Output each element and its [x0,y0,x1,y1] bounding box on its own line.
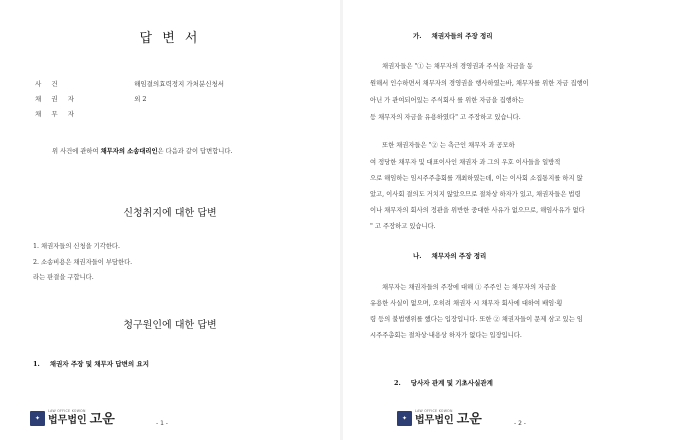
list-item-3: 라는 판결을 구합니다. [33,274,94,281]
meta-row-case [35,79,224,88]
firm-logo-accent: 고운 [89,412,115,428]
subhead-a-num: 가. [413,32,422,40]
para2-line-5: 이나 채무자의 회사의 정관을 위반한 중대한 사유가 없으므로, 해임사유가 없다 [370,207,585,214]
firm-emblem-icon: ✦ [397,411,412,426]
meta-value-case: 해임결의효력정지 가처분신청서 [134,80,225,88]
para2-line-1: 또한 채권자들은 "② 는 측근인 채무자 과 공모하 [382,142,515,149]
meta-label-debtor: 채 무 자 [35,110,78,118]
subhead-b-num: 나. [413,252,422,260]
para2-line-2: 여 정당한 채무자 및 대표이사인 채권자 과 그의 우호 이사들을 일방적 [370,159,561,166]
intro-pre: 위 사건에 관하여 [52,148,101,155]
document-title: 답 변 서 [139,31,201,46]
firm-logo-main-page2: 법무법인 [415,415,454,427]
meta-label-case: 사 건 [35,80,62,88]
para2-line-4: 았고, 이사회 결의도 거치지 않았으므로 절차상 하자가 있고, 채권자들은 법령 [370,191,581,198]
page-2 [343,0,683,440]
para3-line-2: 유용한 사실이 없으며, 오히려 채권자 시 채무자 회사에 대하여 배임·횡 [370,300,563,307]
firm-logo-small-page2: LAW OFFICE KOWON [415,408,453,413]
subhead-party-relations [394,378,493,387]
intro-post: 은 다음과 같이 답변합니다. [157,148,233,155]
page-number-2: - 2 - [514,420,526,427]
para1-line-2: 원해서 인수하면서 채무자의 경영권을 행사하였는바, 채무자를 위한 자금 집행이 [370,80,589,87]
meta-value-creditor: 외 2 [134,95,147,103]
subhead-a-text: 채권자들의 주장 정리 [431,32,493,40]
meta-label-creditor: 채 권 자 [35,95,78,103]
page-1 [0,0,340,440]
firm-logo-accent-page2: 고운 [456,412,482,428]
section-heading-claim-answer: 신청취지에 대한 답변 [123,208,217,219]
para1-line-3: 아닌 가 관여되어있는 주식회사 를 위한 자금을 집행하는 [370,97,524,104]
list-item-2: 2. 소송비용은 채권자들이 부담한다. [33,259,133,266]
para2-line-3: 으로 해임하는 임시주주총회를 개최하였는데, 이는 이사회 소집통지를 하지 않 [370,175,583,182]
intro-bold: 채무자의 소송대리인 [100,148,158,155]
subhead-c-num: 2. [394,379,401,387]
para3-line-4: 시주주총회는 절차상·내용상 하자가 없다는 입장입니다. [370,332,522,339]
subhead-debtor-claims [413,251,486,260]
subhead-creditor-claims [413,31,493,40]
para2-line-6: " 고 주장하고 있습니다. [370,223,436,230]
para3-line-3: 령 등의 불법행위를 했다는 입장입니다. 또한 ② 채권자들이 문제 삼고 있는 임 [370,316,583,323]
firm-logo [30,409,115,427]
para3-line-1: 채무자는 채권자들의 주장에 대해 ① 주주인 는 채무자의 자금을 [382,284,557,291]
subhead-summary-num: 1. [33,360,40,368]
page-number-1: - 1 - [156,420,168,427]
meta-row-creditor [35,94,147,103]
firm-logo-main: 법무법인 [48,415,87,427]
subhead-c-text: 당사자 관계 및 기초사실관계 [410,379,493,387]
subhead-summary-text: 채권자 주장 및 채무자 답변의 요지 [49,360,150,368]
section-heading-cause-answer: 청구원인에 대한 답변 [123,320,217,331]
subhead-summary [33,359,149,368]
list-item-1: 1. 채권자들의 신청을 기각한다. [33,243,121,250]
firm-logo-small: LAW OFFICE KOWON [48,408,86,413]
intro-paragraph [52,149,232,155]
para1-line-4: 등 채무자의 자금을 유용하였다" 고 주장하고 있습니다. [370,114,521,121]
subhead-b-text: 채무자의 주장 정리 [431,252,487,260]
meta-row-debtor [35,109,112,118]
firm-emblem-icon: ✦ [30,411,45,426]
para1-line-1: 채권자들은 "① 는 채무자의 경영권과 주식을 자금을 동 [382,63,533,70]
firm-logo-page2 [397,409,482,427]
